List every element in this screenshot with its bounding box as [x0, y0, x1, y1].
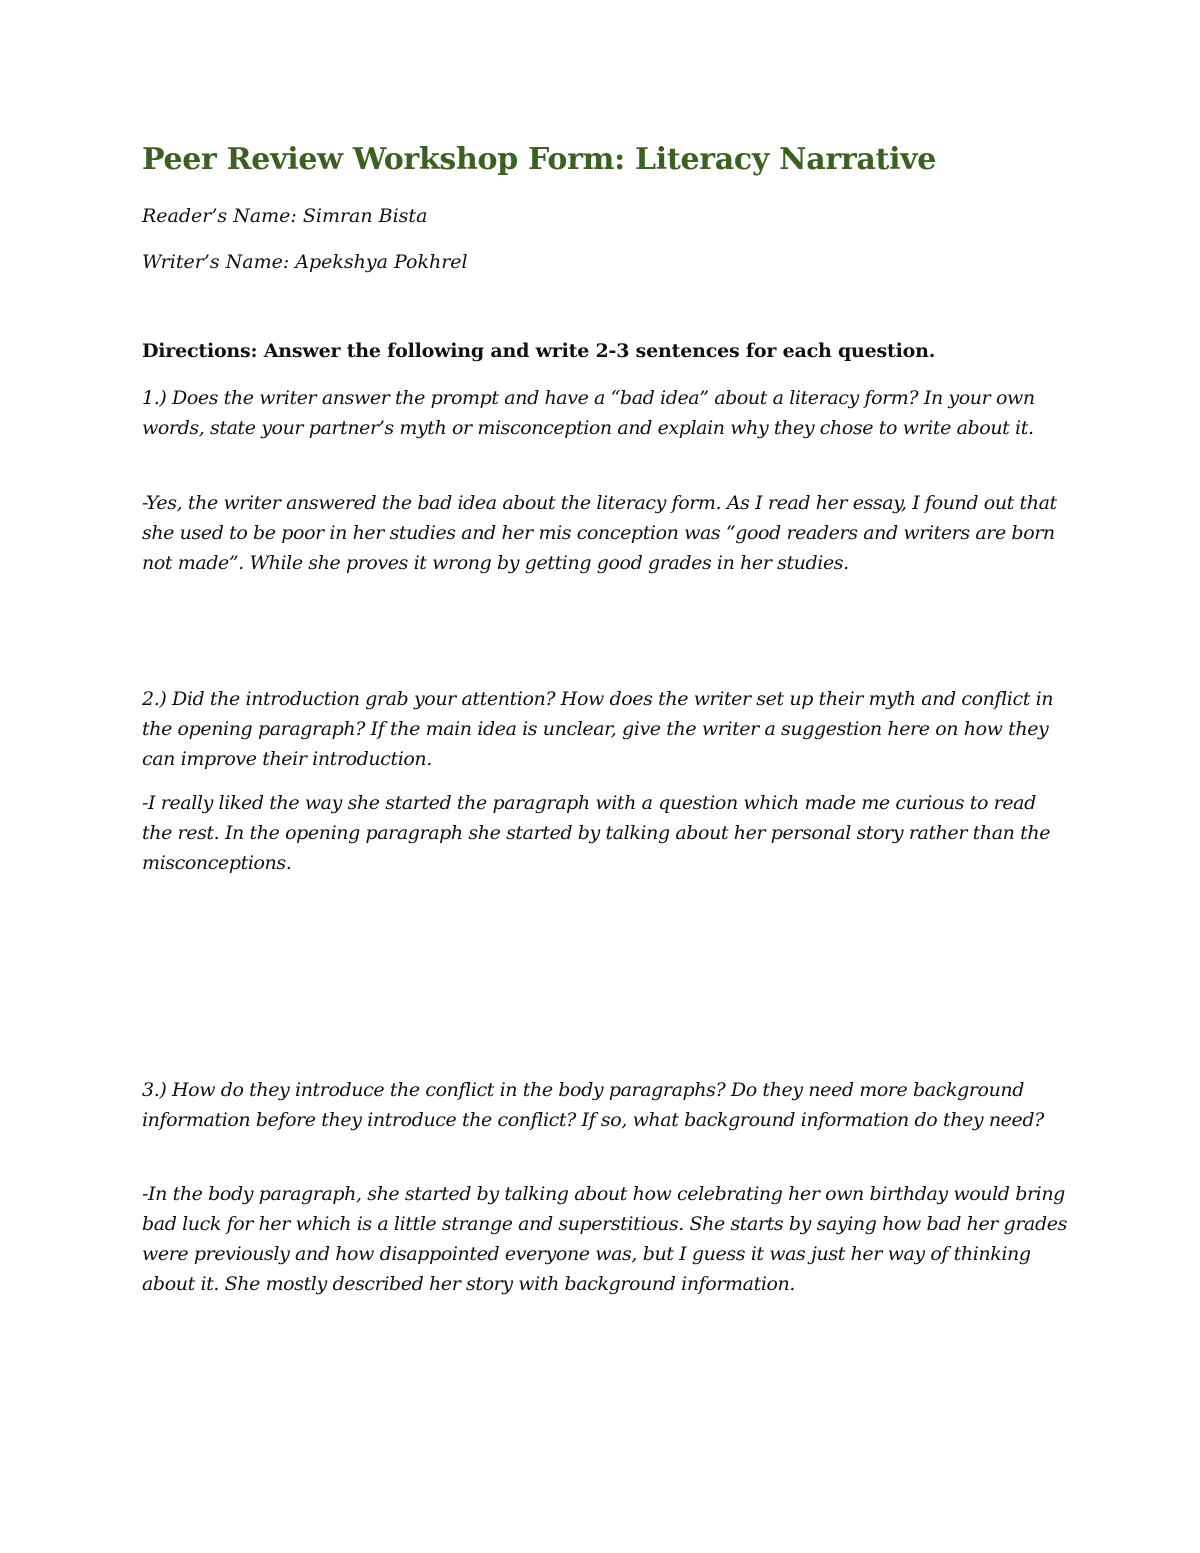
page-title: Peer Review Workshop Form: Literacy Narrative	[142, 142, 937, 177]
answer-1: -Yes, the writer answered the bad idea about the literacy form. As I read her essay, I found out that she used to be poor in her studies and her mis conception was “good readers and writers are born not made”. While she proves it wrong by getting good grades in her studies.	[142, 492, 1057, 574]
question-2: 2.) Did the introduction grab your attention? How does the writer set up their myth and conflict in the opening paragraph? If the main idea is unclear, give the writer a suggestion here on how they can improve their introduction.	[142, 688, 1054, 770]
reader-name: Reader’s Name: Simran Bista	[142, 205, 428, 227]
answer-3: -In the body paragraph, she started by talking about how celebrating her own birthday would bring bad luck for her which is a little strange and superstitious. She starts by saying how bad her grades were previously and how disappointed everyone was, but I guess it was just her way of thinking about it. She mostly described her story with background information.	[142, 1183, 1067, 1295]
question-1: 1.) Does the writer answer the prompt and have a “bad idea” about a literacy form? In your own words, state your partner’s myth or misconception and explain why they chose to write about it.	[142, 387, 1035, 439]
directions: Directions: Answer the following and write 2-3 sentences for each question.	[142, 340, 936, 362]
writer-name: Writer’s Name: Apekshya Pokhrel	[142, 251, 468, 273]
question-3: 3.) How do they introduce the conflict in the body paragraphs? Do they need more background information before they introduce the conflict? If so, what background information do they need?	[142, 1079, 1044, 1131]
answer-2: -I really liked the way she started the paragraph with a question which made me curious to read the rest. In the opening paragraph she started by talking about her personal story rather than the misconceptions.	[142, 792, 1051, 874]
